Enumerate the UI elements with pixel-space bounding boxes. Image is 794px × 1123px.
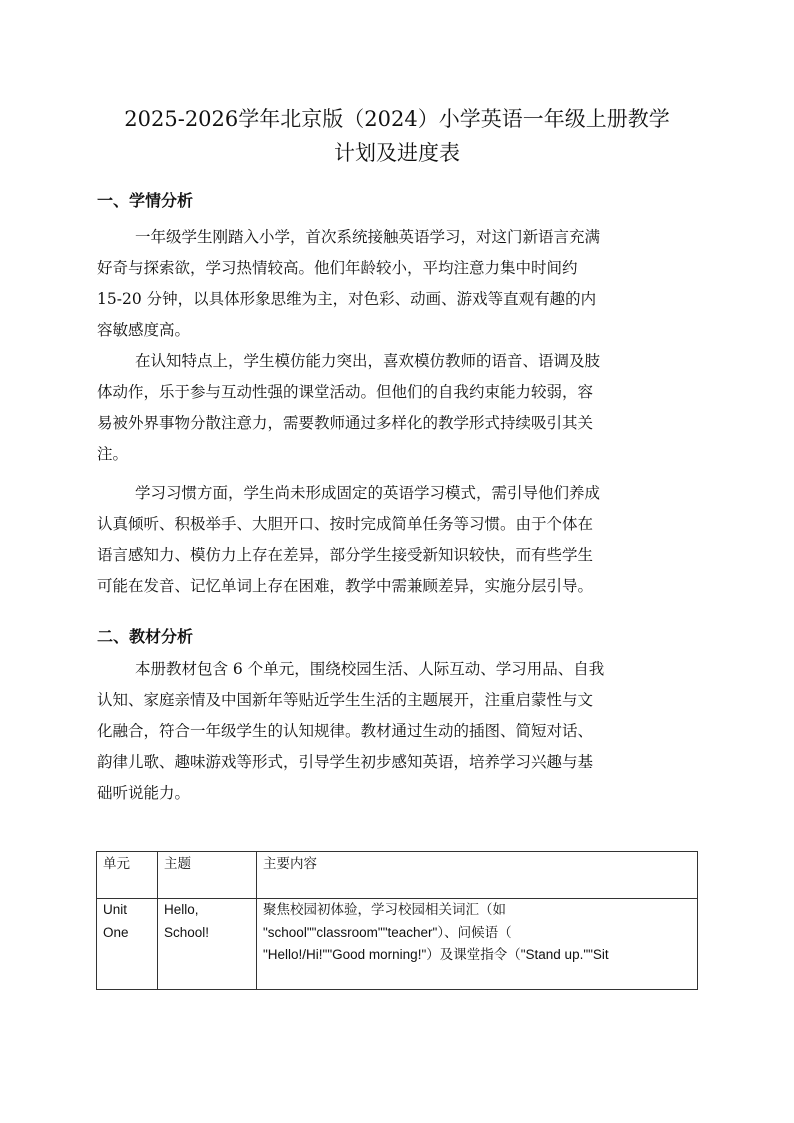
cell-content	[257, 899, 698, 990]
cell-line: Unit	[103, 902, 128, 917]
document-title-line2: 计划及进度表	[334, 141, 460, 165]
header-unit: 单元	[97, 852, 158, 899]
paragraph-line: 认真倾听、积极举手、大胆开口、按时完成简单任务等习惯。由于个体在	[97, 515, 594, 533]
cell-line: One	[103, 924, 129, 940]
paragraph-line: 容敏感度高。	[97, 321, 191, 339]
paragraph-line: 化融合，符合一年级学生的认知规律。教材通过生动的插图、简短对话、	[97, 722, 594, 740]
paragraph	[97, 222, 697, 346]
cell-line: "school""classroom""teacher"）、问候语（	[263, 924, 512, 940]
paragraph-line: 易被外界事物分散注意力，需要教师通过多样化的教学形式持续吸引其关	[97, 414, 594, 432]
header-theme: 主题	[158, 852, 257, 899]
paragraph-line: 学习习惯方面，学生尚未形成固定的英语学习模式，需引导他们养成	[135, 484, 601, 502]
paragraph-line: 本册教材包含 6 个单元，围绕校园生活、人际互动、学习用品、自我	[135, 660, 605, 678]
section-heading-textbook-analysis: 二、教材分析	[97, 627, 194, 646]
paragraph	[97, 346, 697, 470]
document-title-line1: 2025-2026学年北京版（2024）小学英语一年级上册教学	[124, 107, 670, 131]
unit-schedule-table	[96, 851, 698, 990]
table-row	[97, 899, 698, 990]
paragraph-line: 础听说能力。	[97, 784, 191, 802]
cell-theme	[158, 899, 257, 990]
cell-line: "Hello!/Hi!""Good morning!"）及课堂指令（"Stand up.""Sit	[263, 947, 609, 962]
cell-line: Hello,	[164, 902, 199, 917]
paragraph	[97, 478, 697, 602]
cell-unit	[97, 899, 158, 990]
paragraph-line: 认知、家庭亲情及中国新年等贴近学生生活的主题展开，注重启蒙性与文	[97, 691, 594, 709]
table-header-row	[97, 852, 698, 899]
paragraph-line: 语言感知力、模仿力上存在差异，部分学生接受新知识较快，而有些学生	[97, 546, 594, 564]
section-heading-student-analysis: 一、学情分析	[97, 191, 194, 210]
paragraph-line: 好奇与探索欲，学习热情较高。他们年龄较小，平均注意力集中时间约	[97, 259, 578, 277]
paragraph-line: 韵律儿歌、趣味游戏等形式，引导学生初步感知英语，培养学习兴趣与基	[97, 753, 594, 771]
paragraph	[97, 654, 697, 809]
cell-line: School!	[164, 924, 210, 940]
paragraph-line: 15-20 分钟，以具体形象思维为主，对色彩、动画、游戏等直观有趣的内	[97, 290, 597, 308]
header-content: 主要内容	[257, 852, 698, 899]
paragraph-line: 注。	[97, 445, 129, 463]
paragraph-line: 体动作，乐于参与互动性强的课堂活动。但他们的自我约束能力较弱，容	[97, 383, 594, 401]
cell-line: 聚焦校园初体验，学习校园相关词汇（如	[263, 902, 506, 917]
paragraph-line: 在认知特点上，学生模仿能力突出，喜欢模仿教师的语音、语调及肢	[135, 352, 601, 370]
paragraph-line: 一年级学生刚踏入小学，首次系统接触英语学习，对这门新语言充满	[135, 228, 601, 246]
paragraph-line: 可能在发音、记忆单词上存在困难，教学中需兼顾差异，实施分层引导。	[97, 577, 594, 595]
